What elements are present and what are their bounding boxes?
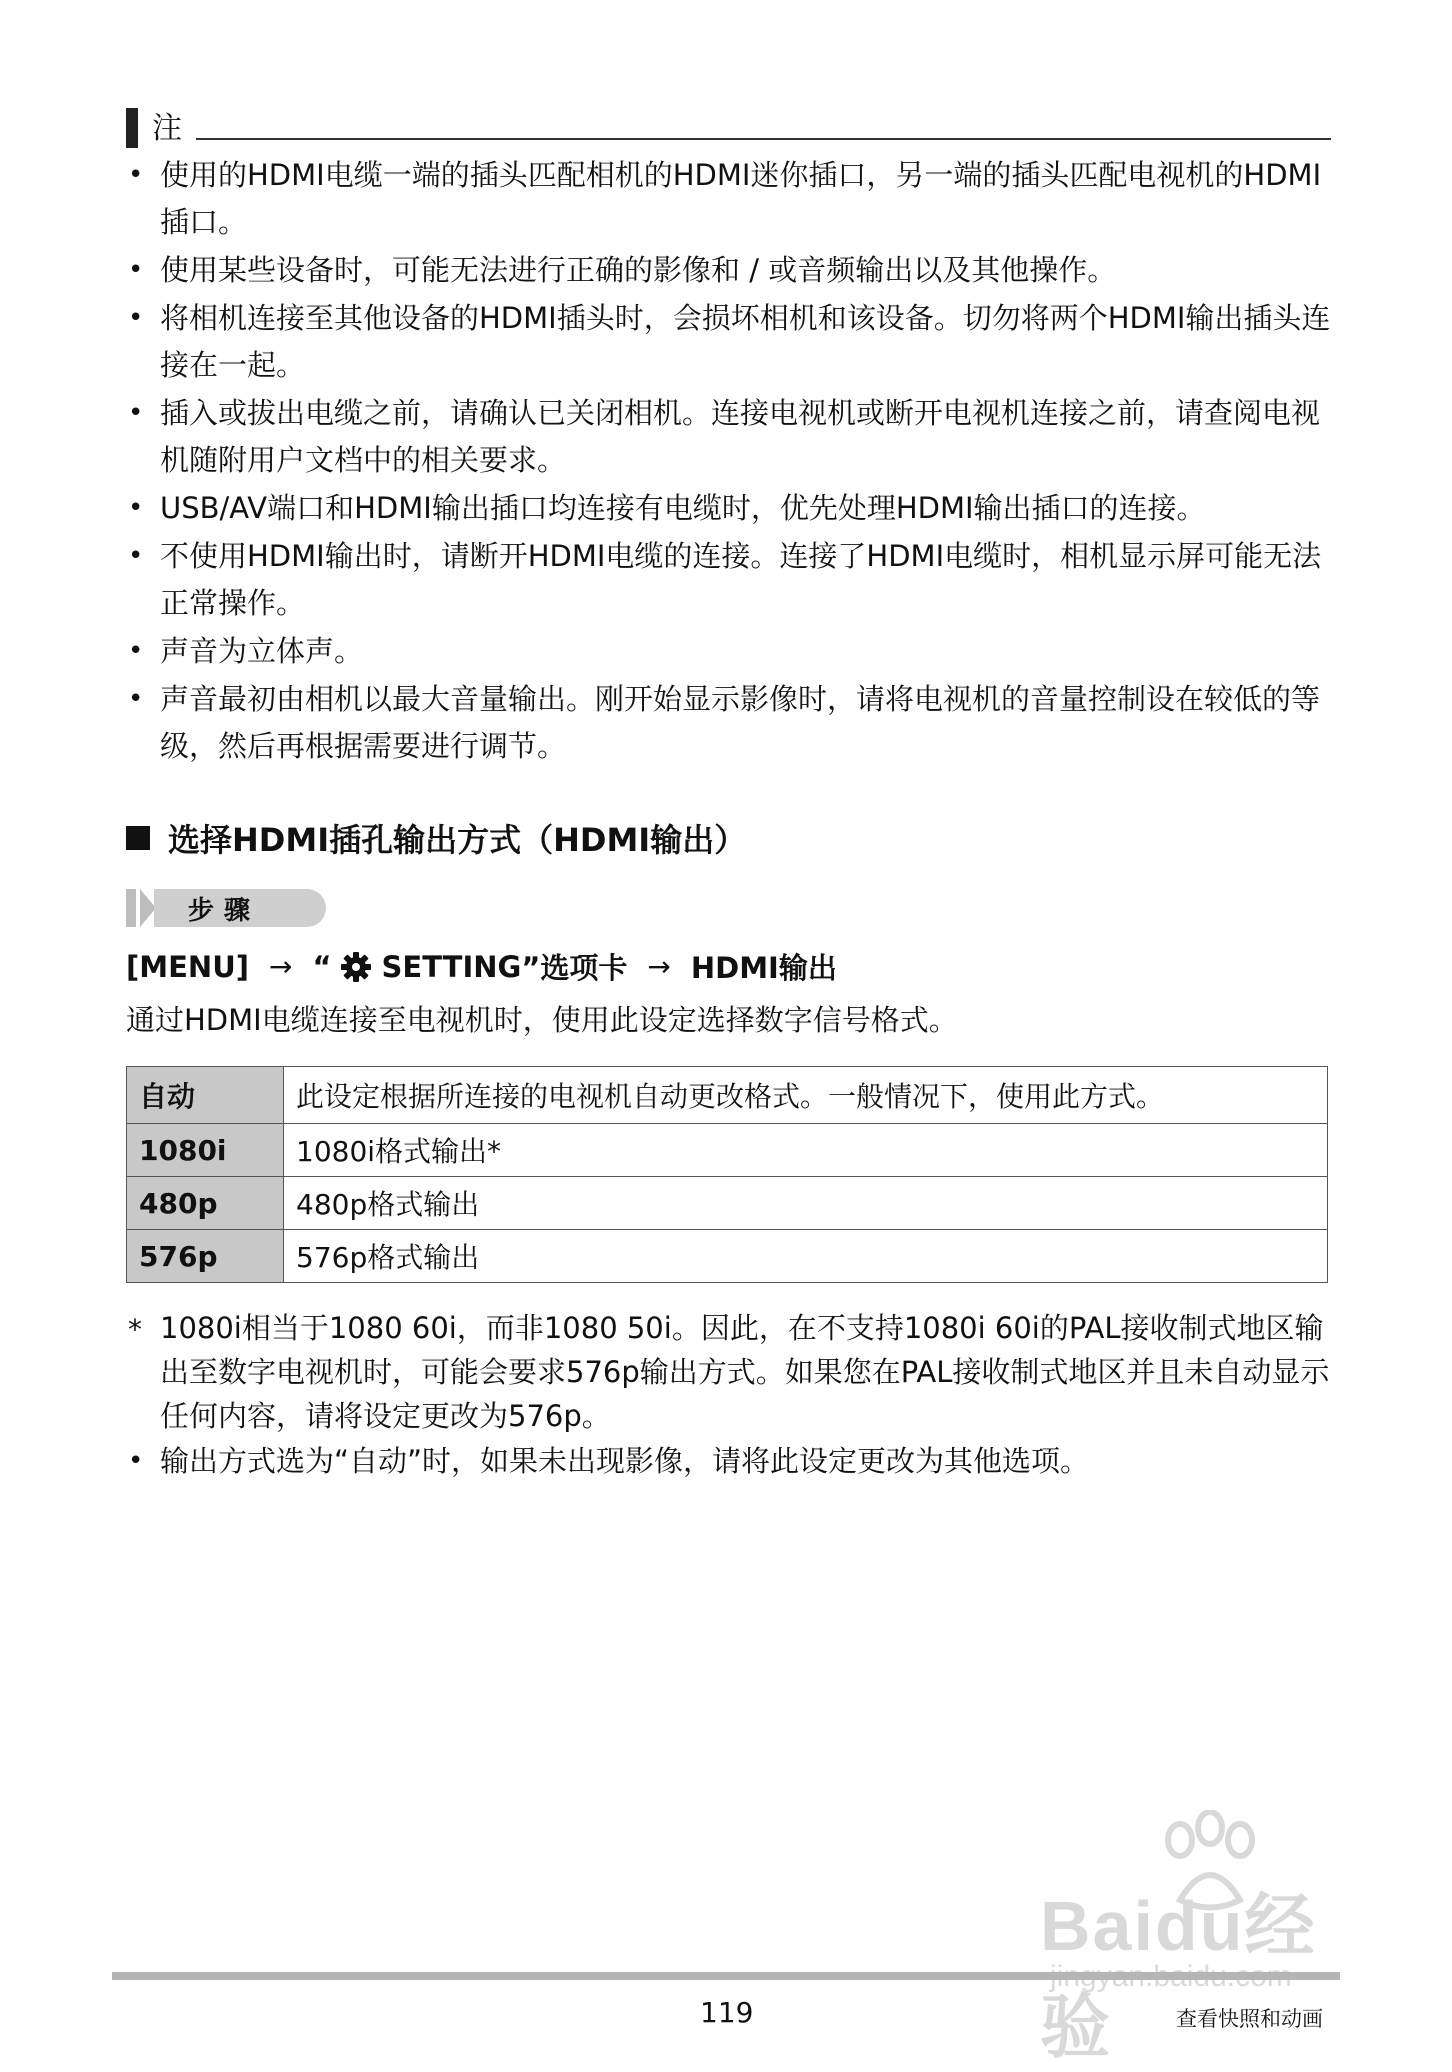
option-key: 1080i — [127, 1124, 284, 1177]
note-item: • USB/AV端口和HDMI输出插口均连接有电缆时，优先处理HDMI输出插口的连接。 — [126, 485, 1336, 532]
option-key: 480p — [127, 1177, 284, 1230]
note-item: • 声音最初由相机以最大音量输出。刚开始显示影像时，请将电视机的音量控制设在较低的等级，然后再根据需要进行调节。 — [126, 676, 1336, 770]
note-item: • 使用的HDMI电缆一端的插头匹配相机的HDMI迷你插口，另一端的插头匹配电视机的HDMI插口。 — [126, 152, 1336, 246]
option-value: 此设定根据所连接的电视机自动更改格式。一般情况下，使用此方式。 — [284, 1067, 1328, 1124]
table-row — [127, 1124, 1328, 1177]
menu-path — [126, 946, 837, 987]
note-marker-bar — [126, 108, 138, 148]
section-title: 选择HDMI插孔输出方式（HDMI输出） — [168, 821, 747, 859]
option-value: 1080i格式输出* — [284, 1124, 1328, 1177]
option-value: 480p格式输出 — [284, 1177, 1328, 1230]
open-quote: “ — [312, 949, 332, 984]
option-key: 自动 — [127, 1067, 284, 1124]
section-heading — [126, 815, 746, 861]
note-item: • 不使用HDMI输出时，请断开HDMI电缆的连接。连接了HDMI电缆时，相机显示屏可能无法正常操作。 — [126, 533, 1336, 627]
note-divider — [196, 138, 1331, 140]
setting-tab-label: SETTING — [381, 949, 522, 984]
badge-lead-bar — [126, 889, 136, 927]
option-value: 576p格式输出 — [284, 1230, 1328, 1283]
note-item: • 将相机连接至其他设备的HDMI插头时，会损坏相机和该设备。切勿将两个HDMI输出插头连接在一起。 — [126, 295, 1336, 389]
note-item: • 插入或拔出电缆之前，请确认已关闭相机。连接电视机或断开电视机连接之前，请查阅电视机随附用户文档中的相关要求。 — [126, 390, 1336, 484]
tab-suffix: ”选项卡 — [521, 951, 628, 985]
page-number: 119 — [700, 1996, 754, 2029]
footer-divider — [112, 1972, 1340, 1980]
steps-label: 步骤 — [154, 889, 326, 927]
footnote: * 1080i相当于1080 60i，而非1080 50i。因此，在不支持1080i 60i的PAL接收制式地区输出至数字电视机时，可能会要求576p输出方式。如果您在PAL接收制式地区并且未自动显示任何内容，请将设定更改为576p。 — [126, 1306, 1336, 1438]
menu-item-hdmi-output: HDMI输出 — [690, 951, 837, 985]
gear-icon — [340, 951, 372, 983]
option-key: 576p — [127, 1230, 284, 1283]
arrow-right-icon: → — [269, 950, 293, 983]
arrow-right-icon: → — [647, 950, 671, 983]
note-item: • 使用某些设备时，可能无法进行正确的影像和 / 或音频输出以及其他操作。 — [126, 247, 1336, 294]
menu-key: [MENU] — [126, 949, 249, 984]
table-row — [127, 1230, 1328, 1283]
post-notes — [126, 1306, 1336, 1484]
options-table — [126, 1066, 1328, 1283]
note-header — [126, 108, 1331, 152]
table-row — [127, 1177, 1328, 1230]
note-title: 注 — [152, 111, 182, 146]
table-row — [127, 1067, 1328, 1124]
note-list — [126, 152, 1336, 771]
square-bullet-icon — [126, 826, 150, 850]
note-item: • 输出方式选为“自动”时，如果未出现影像，请将此设定更改为其他选项。 — [126, 1439, 1336, 1483]
description: 通过HDMI电缆连接至电视机时，使用此设定选择数字信号格式。 — [126, 1003, 958, 1037]
watermark-brand: Baidu经验 — [1040, 1887, 1317, 2066]
steps-badge — [126, 889, 296, 927]
footer-section-label: 查看快照和动画 — [1176, 2007, 1323, 2031]
note-item: • 声音为立体声。 — [126, 628, 1336, 675]
